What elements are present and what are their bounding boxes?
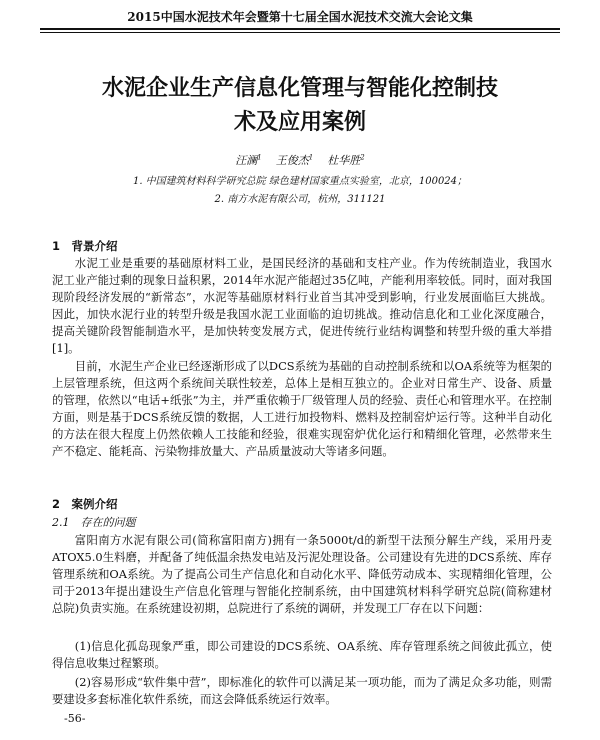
section-2-heading: 2 案例介绍 [52,497,118,511]
section-2-1-paragraph-2: (1)信息化孤岛现象严重，即公司建设的DCS系统、OA系统、库存管理系统之间彼此孤立，使得信息收集过程繁琐。 [52,639,552,671]
section-2-1-paragraph-1: 富阳南方水泥有限公司(简称富阳南方)拥有一条5000t/d的新型干法预分解生产线，采用丹麦ATOX5.0生料磨，并配备了纯低温余热发电站及污泥处理设备。公司建设有先进的DCS系统、库存管理系统和OA系统。为了提高公司生产信息化和自动化水平、降低劳动成本、实现精细化管理，公司于2013年提出建设生产信息化管理与智能化控制系统，由中国建筑材料科学研究总院(简称建材总院)负责实施。在系统建设初期，总院进行了系统的调研，并发现工厂存在以下问题： [52,533,552,616]
header-rule-thick [40,28,560,30]
author-list [0,152,600,168]
section-1-paragraph-2: 目前，水泥生产企业已经逐渐形成了以DCS系统为基础的自动控制系统和以OA系统等为框架的上层管理系统，但这两个系统间关联性较差，总体上是相互独立的。企业对日常生产、设备、质量的管理，依然以“电话+纸张”为主，并严重依赖于厂级管理人员的经验、责任心和管理水平。在控制方面，则是基于DCS系统反馈的数据，人工进行加投物料、燃料及控制窑炉运行等。这种半自动化的方法在很大程度上仍然依赖人工技能和经验，很难实现窑炉优化运行和精细化管理，必然带来生产不稳定、能耗高、污染物排放量大、产品质量波动大等诸多问题。 [52,359,552,459]
title-line-1: 水泥企业生产信息化管理与智能化控制技 [101,76,498,101]
section-1-heading: 1 背景介绍 [52,239,118,253]
author-affiliation-mark: 1 [257,153,262,162]
header-rule-thin [40,32,560,33]
author-affiliation-mark: 1 [308,153,314,162]
author-affiliation-mark: 2 [360,153,365,162]
section-2-1-heading: 2.1 存在的问题 [52,516,136,529]
affiliation-1: 1. 中国建筑材料科学研究总院 绿色建材国家重点实验室，北京，100024； [132,176,468,187]
author-name: 汪澜 [235,154,258,167]
section-2-1-paragraph-3: (2)容易形成“软件集中营”，即标准化的软件可以满足某一项功能，而为了满足众多功能，则需要建设多套标准化软件系统，而这会降低系统运行效率。 [52,675,552,707]
author-name: 杜华胜 [327,154,361,167]
running-header: 2015中国水泥技术年会暨第十七届全国水泥技术交流大会论文集 [127,10,473,24]
section-1-paragraph-1: 水泥工业是重要的基础原材料工业，是国民经济的基础和支柱产业。作为传统制造业，我国水泥工业产能过剩的现象日益积累，2014年水泥产能超过35亿吨，产能利用率较低。同时，面对我国现阶段经济发展的“新常态”，水泥等基础原材料行业首当其冲受到影响，行业发展面临巨大挑战。因此，加快水泥行业的转型升级是我国水泥工业面临的迫切挑战。推动信息化和工业化深度融合，提高关键阶段智能制造水平，是加快转变发展方式，促进传统行业结构调整和转型升级的重大举措[1]。 [52,256,552,356]
affiliation-2: 2. 南方水泥有限公司，杭州，311121 [214,194,386,205]
article-title [50,72,550,140]
page-number: -56- [64,712,86,725]
author-name: 王俊杰 [275,154,309,167]
title-line-2: 术及应用案例 [233,110,366,135]
